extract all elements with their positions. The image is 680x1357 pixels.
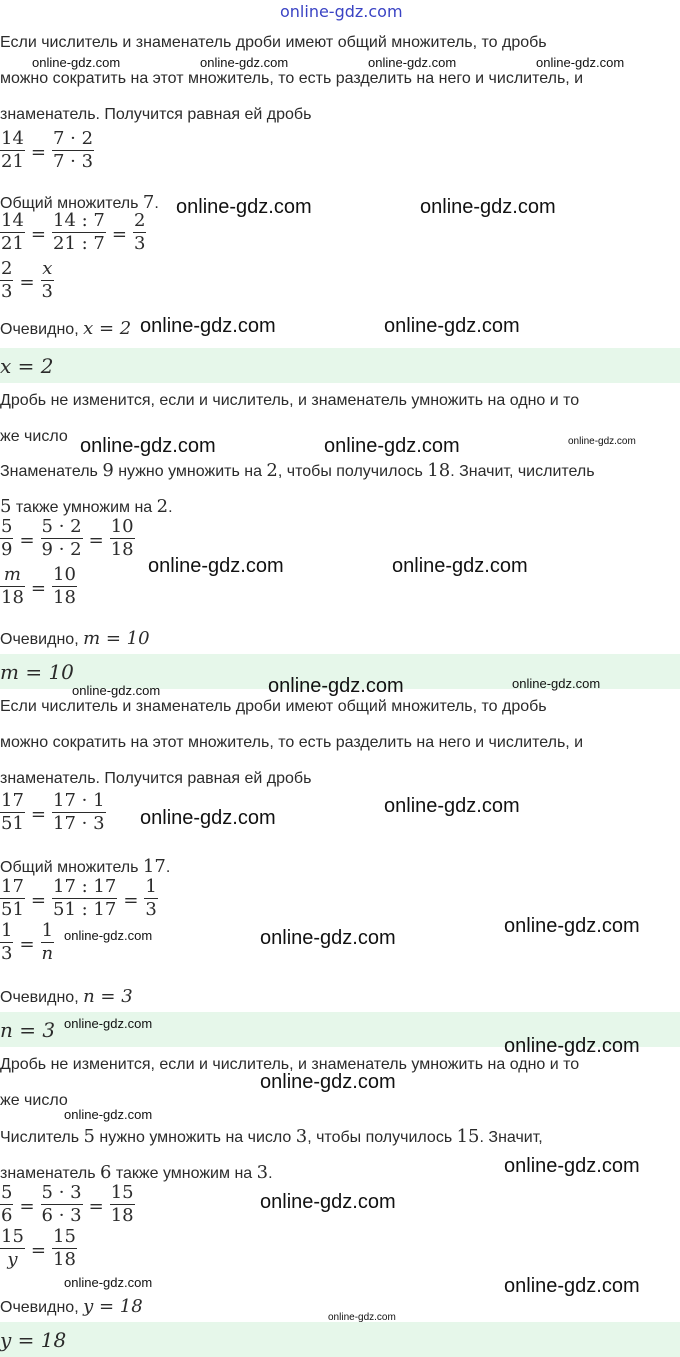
watermark: online-gdz.com	[504, 1275, 640, 1297]
p3-equation-2: $\frac{17}{51}$ = $\frac{17 : 17}{51 : 17}$ = $\frac{1}{3}$	[1, 876, 157, 920]
fraction: $\frac{10}{18}$	[53, 564, 76, 608]
watermark: online-gdz.com	[268, 675, 404, 697]
fraction: $\frac{2}{3}$	[1, 258, 13, 302]
p2-obvious: Очевидно, m = 10	[0, 628, 150, 649]
watermark: online-gdz.com	[260, 927, 396, 949]
p1-obvious: Очевидно, x = 2	[0, 318, 132, 339]
watermark: online-gdz.com	[324, 435, 460, 457]
fraction: $\frac{m}{18}$	[1, 564, 24, 608]
fraction: $\frac{15}{y}$	[1, 1226, 24, 1270]
p1-answer: x = 2	[0, 354, 54, 378]
watermark: online-gdz.com	[64, 1107, 153, 1122]
watermark: online-gdz.com	[328, 1312, 396, 1323]
p1-equation-3: $\frac{2}{3}$ = $\frac{x}{3}$	[1, 258, 53, 302]
p1-answer-band	[0, 348, 680, 383]
p3-text-line1: Если числитель и знаменатель дроби имеют общий множитель, то дробь	[0, 698, 547, 715]
watermark: online-gdz.com	[512, 676, 601, 691]
p4-obvious: Очевидно, y = 18	[0, 1296, 143, 1317]
p2-equation-1: $\frac{5}{9}$ = $\frac{5 \cdot 2}{9 \cdot 2}$ = $\frac{10}{18}$	[1, 516, 134, 560]
p2-text-line3: Знаменатель 9 нужно умножить на 2, чтобы получилось 18. Значит, числитель	[0, 460, 595, 481]
p1-equation-2: $\frac{14}{21}$ = $\frac{14 : 7}{21 : 7}$ = $\frac{2}{3}$	[1, 210, 146, 254]
watermark: online-gdz.com	[536, 55, 625, 70]
p3-text-line3: знаменатель. Получится равная ей дробь	[0, 770, 312, 787]
watermark: online-gdz.com	[148, 555, 284, 577]
watermark: online-gdz.com	[260, 1191, 396, 1213]
p3-equation-3: $\frac{1}{3}$ = $\frac{1}{n}$	[1, 920, 54, 964]
watermark: online-gdz.com	[368, 55, 457, 70]
fraction: $\frac{15}{18}$	[110, 1182, 134, 1226]
fraction: $\frac{7 \cdot 2}{7 \cdot 3}$	[53, 128, 94, 172]
watermark: online-gdz.com	[140, 315, 276, 337]
p4-equation-2: $\frac{15}{y}$ = $\frac{15}{18}$	[1, 1226, 76, 1270]
fraction: $\frac{14}{21}$	[1, 128, 24, 172]
p3-answer: n = 3	[0, 1018, 56, 1042]
p2-answer: m = 10	[0, 660, 74, 684]
p1-text-line2: можно сократить на этот множитель, то есть разделить на него и числитель, и	[0, 70, 584, 87]
watermark: online-gdz.com	[568, 436, 636, 447]
fraction: $\frac{17 \cdot 1}{17 \cdot 3}$	[53, 790, 105, 834]
fraction: $\frac{5}{6}$	[1, 1182, 13, 1226]
watermark: online-gdz.com	[64, 928, 153, 943]
p3-common-factor: Общий множитель 17.	[0, 856, 171, 877]
p4-answer-band	[0, 1322, 680, 1357]
p4-text-line2: же число	[0, 1092, 68, 1109]
watermark: online-gdz.com	[72, 683, 161, 698]
p1-common-factor: Общий множитель 7.	[0, 192, 159, 213]
watermark: online-gdz.com	[64, 1016, 153, 1031]
watermark: online-gdz.com	[140, 807, 276, 829]
fraction: $\frac{14 : 7}{21 : 7}$	[53, 210, 105, 254]
watermark: online-gdz.com	[32, 55, 121, 70]
watermark: online-gdz.com	[384, 315, 520, 337]
watermark: online-gdz.com	[260, 1071, 396, 1093]
watermark: online-gdz.com	[504, 1155, 640, 1177]
p1-text-line3: знаменатель. Получится равная ей дробь	[0, 106, 312, 123]
site-logo[interactable]: online-gdz.com	[280, 2, 403, 21]
fraction: $\frac{1}{3}$	[145, 876, 157, 920]
p2-text-line4: 5 также умножим на 2.	[0, 496, 173, 517]
p1-text-line1: Если числитель и знаменатель дроби имеют общий множитель, то дробь	[0, 34, 547, 51]
p4-equation-1: $\frac{5}{6}$ = $\frac{5 \cdot 3}{6 \cdot 3}$ = $\frac{15}{18}$	[1, 1182, 134, 1226]
p4-text-line4: знаменатель 6 также умножим на 3.	[0, 1162, 273, 1183]
watermark: online-gdz.com	[80, 435, 216, 457]
fraction: $\frac{1}{3}$	[1, 920, 13, 964]
watermark: online-gdz.com	[504, 915, 640, 937]
p4-text-line3: Числитель 5 нужно умножить на число 3, чтобы получилось 15. Значит,	[0, 1126, 543, 1147]
fraction: $\frac{1}{n}$	[41, 920, 54, 964]
fraction: $\frac{14}{21}$	[1, 210, 24, 254]
fraction: $\frac{17}{51}$	[1, 790, 24, 834]
fraction: $\frac{17}{51}$	[1, 876, 24, 920]
watermark: online-gdz.com	[200, 55, 289, 70]
fraction: $\frac{x}{3}$	[41, 258, 53, 302]
fraction: $\frac{5 \cdot 2}{9 \cdot 2}$	[41, 516, 82, 560]
p2-text-line1: Дробь не изменится, если и числитель, и знаменатель умножить на одно и то	[0, 392, 580, 409]
fraction: $\frac{10}{18}$	[110, 516, 134, 560]
fraction: $\frac{15}{18}$	[53, 1226, 76, 1270]
fraction: $\frac{17 : 17}{51 : 17}$	[53, 876, 117, 920]
fraction: $\frac{2}{3}$	[133, 210, 146, 254]
p3-equation-1: $\frac{17}{51}$ = $\frac{17 \cdot 1}{17 \cdot 3}$	[1, 790, 105, 834]
p4-text-line1: Дробь не изменится, если и числитель, и знаменатель умножить на одно и то	[0, 1056, 580, 1073]
watermark: online-gdz.com	[504, 1035, 640, 1057]
p4-answer: y = 18	[0, 1328, 67, 1352]
fraction: $\frac{5 \cdot 3}{6 \cdot 3}$	[41, 1182, 82, 1226]
p2-equation-2: $\frac{m}{18}$ = $\frac{10}{18}$	[1, 564, 76, 608]
watermark: online-gdz.com	[64, 1275, 153, 1290]
fraction: $\frac{5}{9}$	[1, 516, 13, 560]
watermark: online-gdz.com	[420, 196, 556, 218]
watermark: online-gdz.com	[384, 795, 520, 817]
p2-text-line2: же число	[0, 428, 68, 445]
p3-obvious: Очевидно, n = 3	[0, 986, 133, 1007]
p3-text-line2: можно сократить на этот множитель, то есть разделить на него и числитель, и	[0, 734, 584, 751]
p1-equation-1: $\frac{14}{21}$ = $\frac{7 \cdot 2}{7 \cdot 3}$	[1, 128, 94, 172]
watermark: online-gdz.com	[392, 555, 528, 577]
watermark: online-gdz.com	[176, 196, 312, 218]
